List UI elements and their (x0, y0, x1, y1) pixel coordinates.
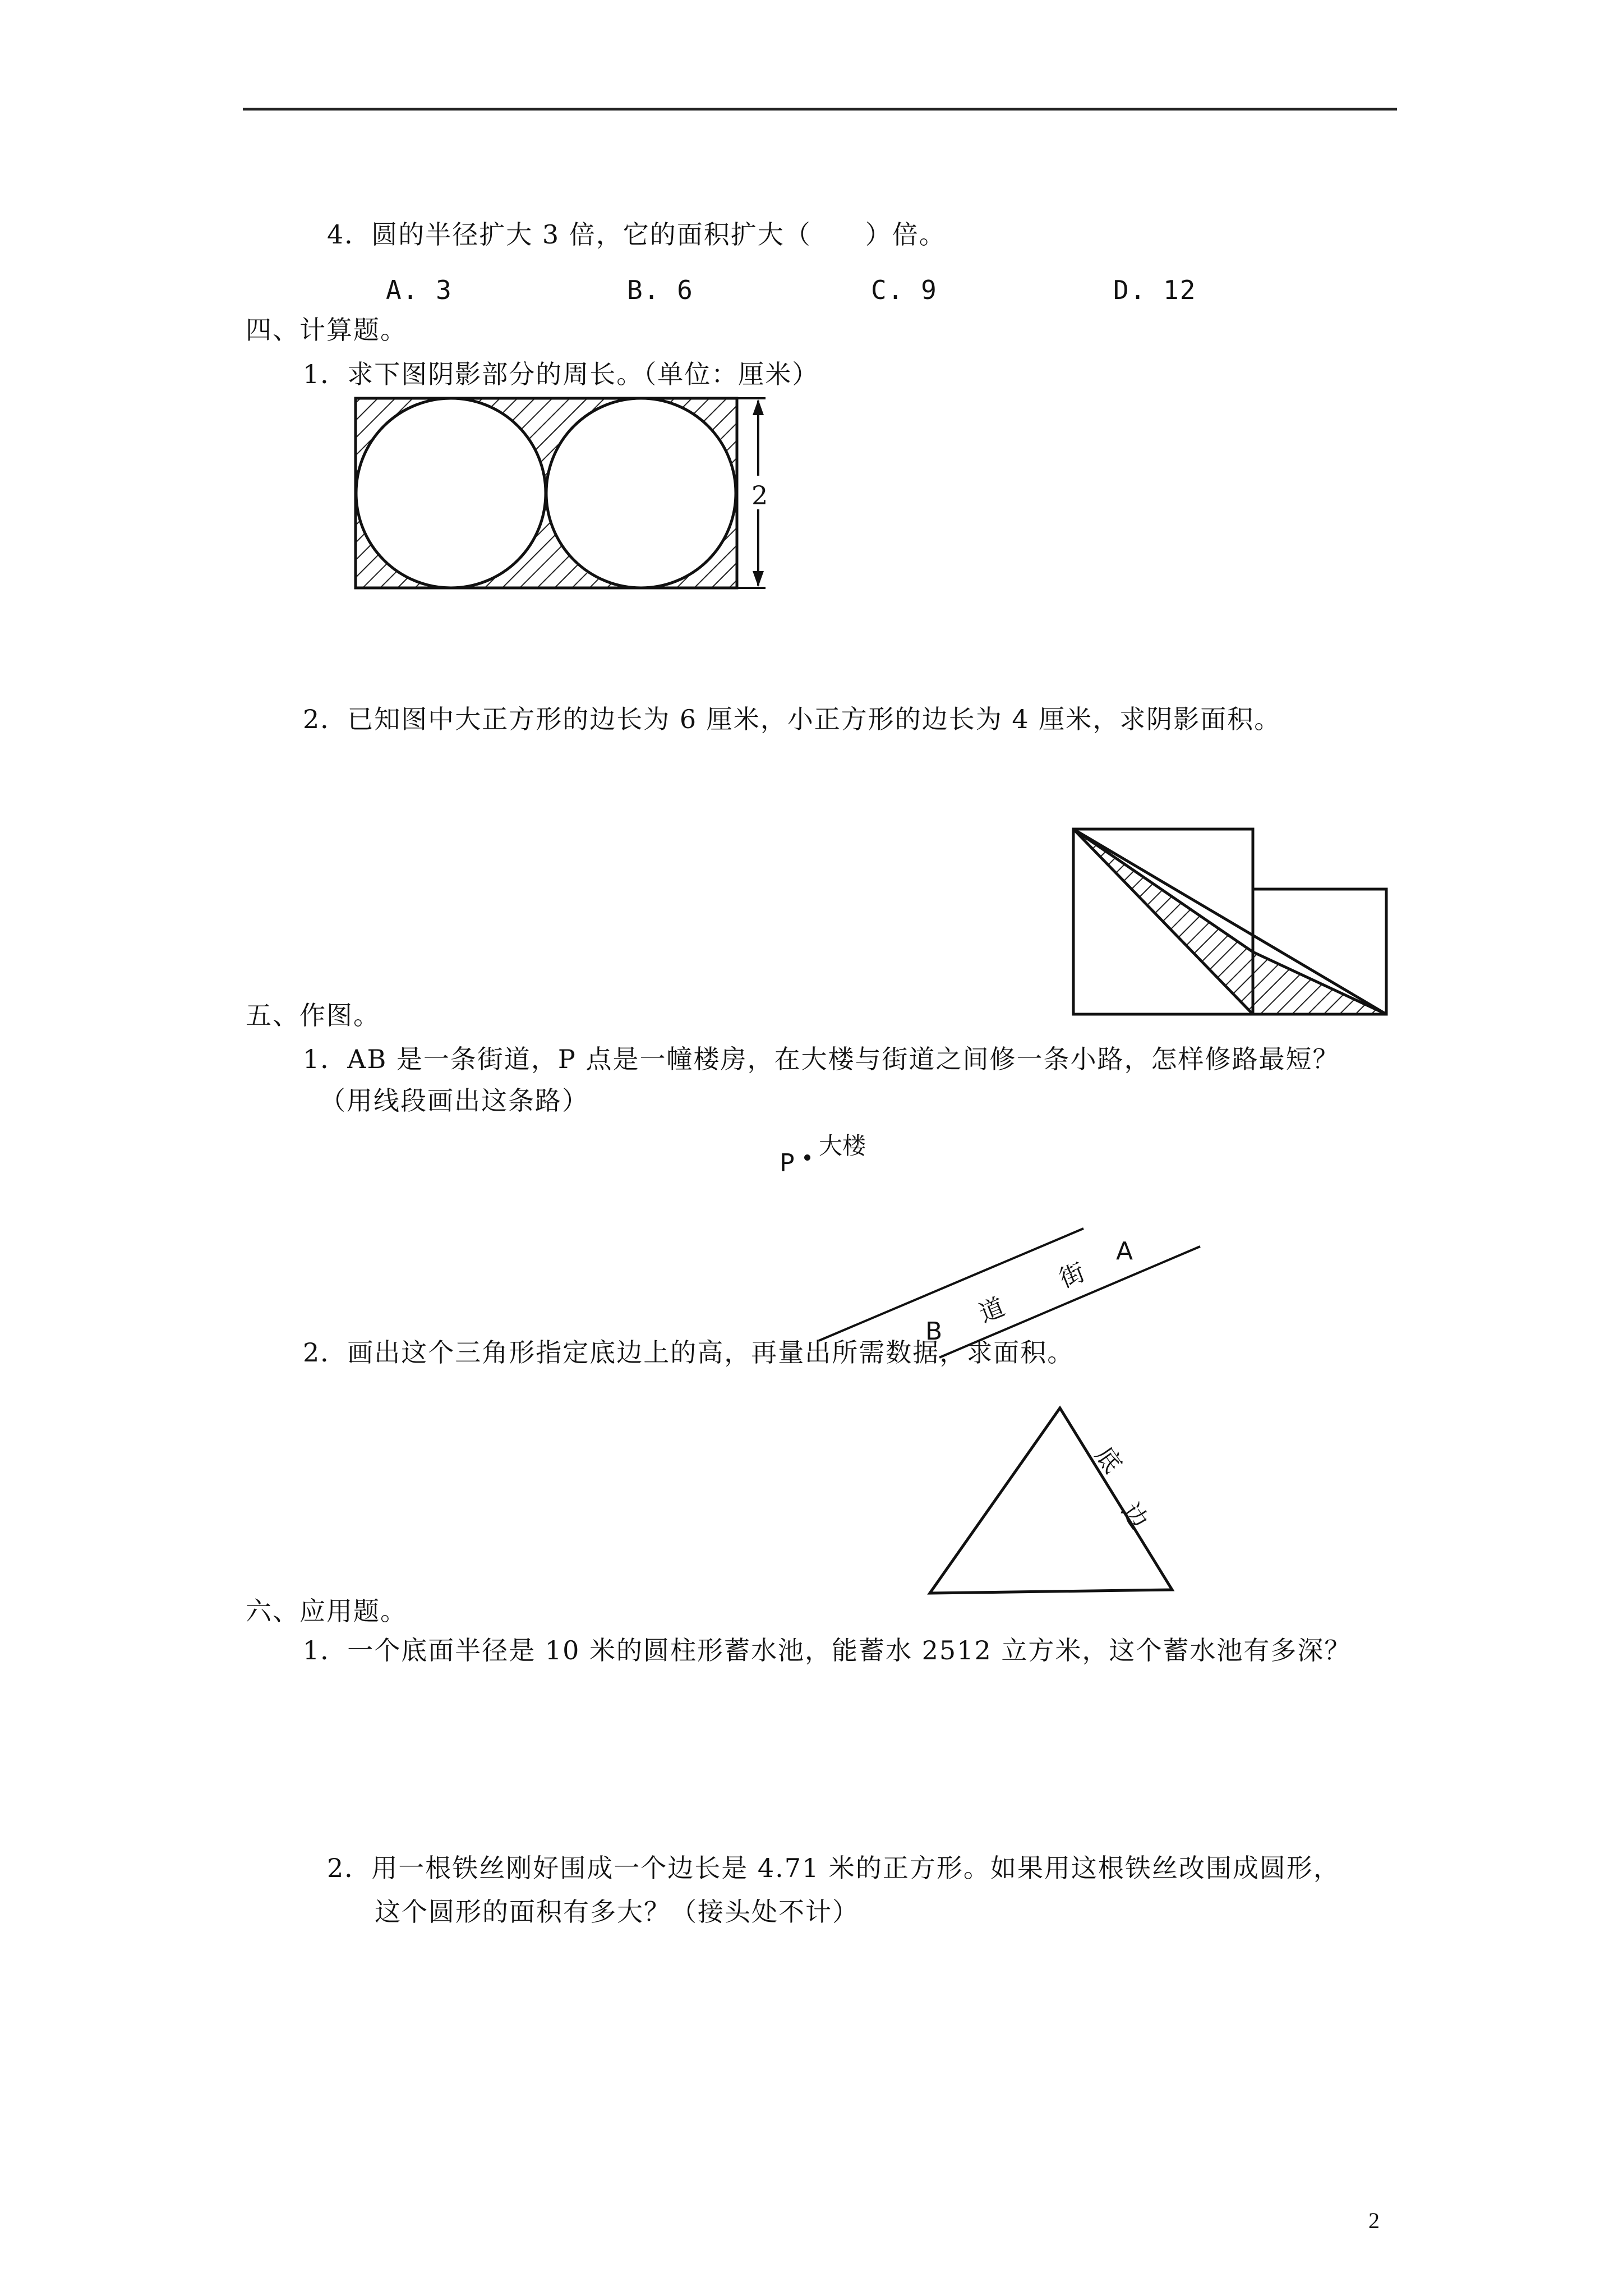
dimension-label: 2 (751, 480, 769, 510)
section-5-question-1-line-2: （用线段画出这条路） (320, 1085, 589, 1116)
option-d: D. 12 (1113, 275, 1197, 305)
circles-in-rectangle-figure (348, 393, 774, 595)
two-squares-figure (1068, 825, 1394, 1021)
base-char-2: 边 (1115, 1497, 1154, 1535)
question-4-text: 4．圆的半径扩大 3 倍，它的面积扩大（ ）倍。 (327, 219, 946, 250)
point-a-label: A (1116, 1237, 1133, 1266)
section-4-question-1: 1．求下图阴影部分的周长。（单位：厘米） (303, 359, 819, 389)
section-6-question-2-line-1: 2．用一根铁丝刚好围成一个边长是 4.71 米的正方形。如果用这根铁丝改围成圆形， (327, 1853, 1340, 1883)
point-b-label: B (925, 1317, 943, 1346)
section-5-title: 五、作图。 (246, 1000, 380, 1030)
street-char-2: 道 (975, 1292, 1009, 1329)
section-5-question-2: 2．画出这个三角形指定底边上的高，再量出所需数据，求面积。 (303, 1337, 1075, 1368)
section-6-title: 六、应用题。 (246, 1596, 407, 1626)
building-label: 大楼 (819, 1132, 866, 1159)
street-char-1: 街 (1055, 1258, 1089, 1294)
section-4-title: 四、计算题。 (246, 315, 407, 345)
point-p-label: P (780, 1149, 795, 1177)
section-4-question-2: 2．已知图中大正方形的边长为 6 厘米，小正方形的边长为 4 厘米，求阴影面积。 (303, 704, 1281, 734)
section-6-question-1: 1．一个底面半径是 10 米的圆柱形蓄水池，能蓄水 2512 立方米，这个蓄水池有多深？ (303, 1635, 1352, 1665)
point-p-dot (804, 1154, 810, 1161)
page-number: 2 (1368, 2208, 1380, 2233)
option-a: A. 3 (386, 275, 453, 305)
header-rule (243, 108, 1397, 111)
option-b: B. 6 (627, 275, 694, 305)
section-6-question-2-line-2: 这个圆形的面积有多大？（接头处不计） (375, 1897, 859, 1927)
base-char-1: 底 (1089, 1441, 1127, 1479)
section-5-question-1-line-1: 1．AB 是一条街道，P 点是一幢楼房，在大楼与街道之间修一条小路，怎样修路最短？ (303, 1044, 1340, 1074)
option-c: C. 9 (871, 275, 938, 305)
